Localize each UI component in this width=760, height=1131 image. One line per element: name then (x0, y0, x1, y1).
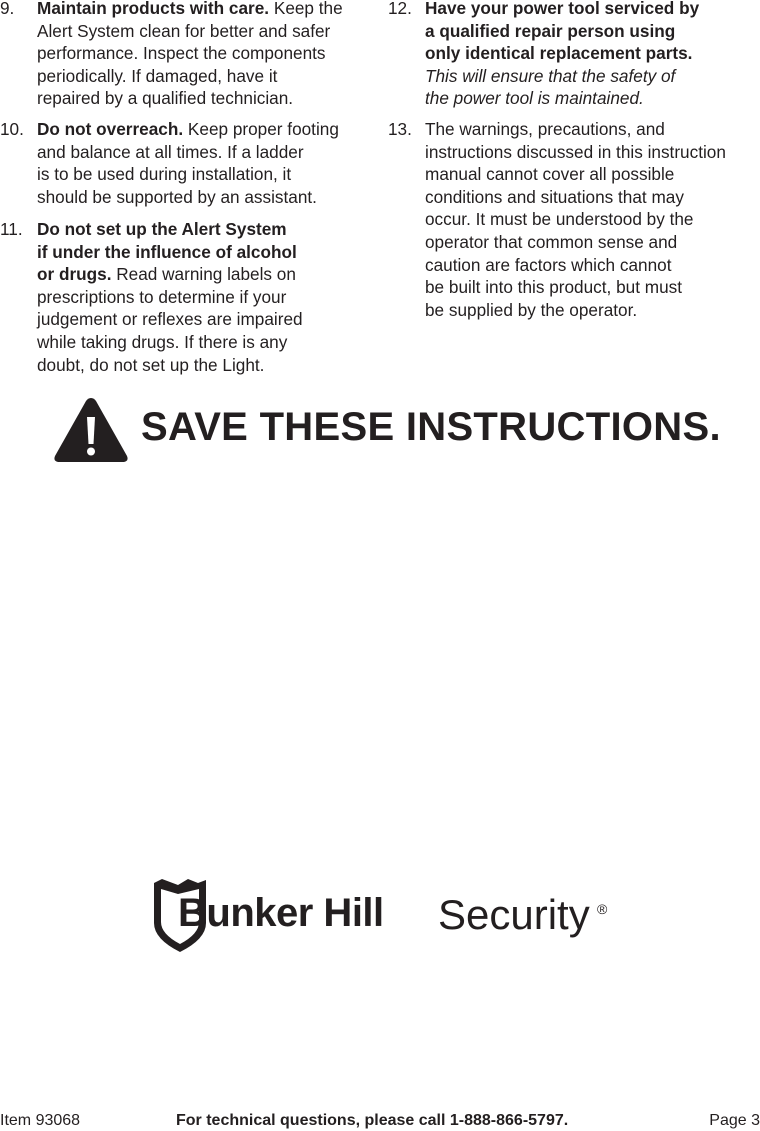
warning-triangle-icon (52, 395, 130, 465)
item-text: The warnings, precautions, and (425, 119, 665, 139)
item-text: Alert System clean for better and safer (37, 20, 331, 41)
item-text: operator that common sense and (425, 231, 678, 252)
item-heading: Have your power tool serviced by (425, 0, 700, 18)
item-text: be built into this product, but must (425, 277, 682, 298)
item-text: repaired by a qualified technician. (37, 88, 294, 109)
item-text: should be supported by an assistant. (37, 186, 317, 207)
item-heading: a qualified repair person using (425, 20, 676, 41)
item-text: manual cannot cover all possible (425, 164, 675, 185)
item-text: be supplied by the operator. (425, 299, 638, 320)
item-text: occur. It must be understood by the (425, 209, 694, 230)
item-heading: Maintain products with care. (37, 0, 270, 18)
item-text: instructions discussed in this instruction (425, 141, 726, 162)
item-note: the power tool is maintained. (425, 88, 644, 109)
item-text: Read warning labels on (111, 264, 296, 285)
item-number: 12. (388, 0, 412, 18)
item-text: periodically. If damaged, have it (37, 65, 278, 86)
item-text: doubt, do not set up the Light. (37, 354, 265, 375)
item-number: 13. (388, 119, 412, 139)
item-note: This will ensure that the safety of (425, 65, 676, 86)
item-text: Keep the (269, 0, 343, 18)
item-number: 11. (0, 219, 23, 239)
item-text: performance. Inspect the components (37, 43, 326, 64)
save-instructions-title: SAVE THESE INSTRUCTIONS. (141, 405, 721, 449)
item-text: and balance at all times. If a ladder (37, 141, 304, 162)
registered-mark: ® (597, 901, 608, 917)
footer-page-number: Page 3 (709, 1112, 760, 1129)
item-heading: if under the influence of alcohol (37, 241, 297, 262)
item-heading: only identical replacement parts. (425, 43, 693, 64)
footer-help-text: For technical questions, please call 1-888-866-5797. (176, 1112, 569, 1129)
item-number: 10. (0, 119, 24, 139)
item-heading: Do not overreach. (37, 119, 184, 139)
item-text: caution are factors which cannot (425, 254, 672, 275)
logo-brand-light: Security (438, 891, 590, 938)
item-text: conditions and situations that may (425, 186, 684, 207)
brand-logo (152, 879, 612, 953)
logo-brand-bold: Bunker Hill (178, 891, 384, 935)
save-instructions-banner (52, 395, 752, 465)
item-heading: Do not set up the Alert System (37, 219, 287, 239)
item-text: is to be used during installation, it (37, 164, 292, 185)
item-text: prescriptions to determine if your (37, 286, 287, 307)
item-text: while taking drugs. If there is any (37, 331, 288, 352)
item-heading: or drugs. (37, 264, 112, 285)
item-text: judgement or reflexes are impaired (37, 309, 303, 330)
item-number: 9. (0, 0, 15, 18)
footer-item-number: Item 93068 (0, 1112, 81, 1129)
item-text: Keep proper footing (183, 119, 339, 139)
